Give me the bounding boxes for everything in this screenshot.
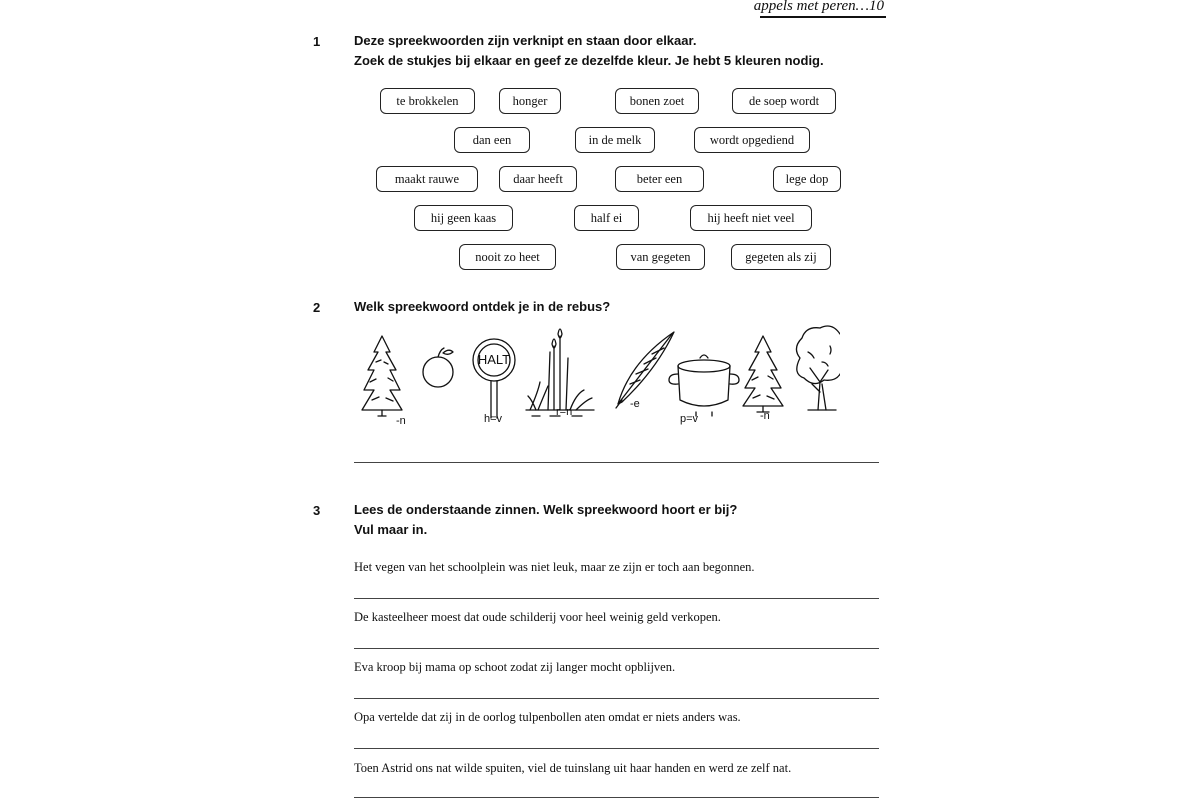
- question-2-instructions: Welk spreekwoord ontdek je in de rebus?: [354, 299, 611, 314]
- rebus: [360, 322, 840, 432]
- sentence: Toen Astrid ons nat wilde spuiten, viel de tuinslang uit haar handen en werd ze zelf nat.: [354, 761, 792, 775]
- rebus-hint: h=v: [484, 413, 503, 425]
- rebus-answer-line[interactable]: [354, 462, 879, 463]
- question-1-instructions: [354, 31, 824, 71]
- rebus-hint: r=n: [556, 406, 573, 418]
- proverb-chip[interactable]: te brokkelen: [380, 88, 475, 114]
- tree-icon: [796, 326, 840, 410]
- proverb-chip[interactable]: half ei: [574, 205, 639, 231]
- proverb-chip[interactable]: maakt rauwe: [376, 166, 478, 192]
- sentence: Het vegen van het schoolplein was niet leuk, maar ze zijn er toch aan begonnen.: [354, 560, 755, 574]
- proverb-chip[interactable]: daar heeft: [499, 166, 577, 192]
- question-3-line-2: Vul maar in.: [354, 522, 428, 537]
- answer-line[interactable]: [354, 648, 879, 649]
- proverb-chip[interactable]: honger: [499, 88, 561, 114]
- rebus-hint: p=v: [680, 413, 699, 425]
- question-1-number: 1: [313, 34, 321, 49]
- answer-line[interactable]: [354, 598, 879, 599]
- proverb-chip[interactable]: beter een: [615, 166, 704, 192]
- rebus-hint: -e: [630, 398, 640, 410]
- question-3-instructions: [354, 500, 737, 540]
- question-3-number: 3: [313, 503, 321, 518]
- question-2-number: 2: [313, 300, 321, 315]
- answer-line[interactable]: [354, 748, 879, 749]
- answer-line[interactable]: [354, 698, 879, 699]
- header-rule: [760, 16, 886, 18]
- sentence: Eva kroop bij mama op schoot zodat zij langer mocht opblijven.: [354, 660, 676, 674]
- sentence: De kasteelheer moest dat oude schilderij voor heel weinig geld verkopen.: [354, 610, 721, 624]
- proverb-chip[interactable]: van gegeten: [616, 244, 705, 270]
- question-3-line-1: Lees de onderstaande zinnen. Welk spreekwoord hoort er bij?: [354, 502, 738, 517]
- rebus-hint: -n: [760, 410, 770, 422]
- proverb-chip[interactable]: bonen zoet: [615, 88, 699, 114]
- reeds-icon: [526, 329, 594, 416]
- stop-sign-icon: [473, 339, 515, 418]
- proverb-chip[interactable]: lege dop: [773, 166, 841, 192]
- sentence: Opa vertelde dat zij in de oorlog tulpenbollen aten omdat er niets anders was.: [354, 710, 741, 724]
- proverb-chip[interactable]: hij geen kaas: [414, 205, 513, 231]
- stop-sign-label: HALT: [477, 352, 511, 367]
- pine-tree-icon: [362, 336, 402, 416]
- page-header-title: appels met peren…10: [753, 0, 884, 14]
- rebus-hint: -n: [396, 415, 406, 427]
- pine-tree-icon: [743, 336, 783, 412]
- answer-line[interactable]: [354, 797, 879, 798]
- pot-icon: [669, 355, 739, 416]
- question-1-line-2: Zoek de stukjes bij elkaar en geef ze dezelfde kleur. Je hebt 5 kleuren nodig.: [354, 53, 824, 68]
- proverb-chip[interactable]: gegeten als zij: [731, 244, 831, 270]
- proverb-chip[interactable]: de soep wordt: [732, 88, 836, 114]
- apple-icon: [423, 348, 453, 387]
- feather-icon: [616, 332, 674, 408]
- proverb-chip[interactable]: wordt opgediend: [694, 127, 810, 153]
- proverb-chip[interactable]: nooit zo heet: [459, 244, 556, 270]
- proverb-chip[interactable]: in de melk: [575, 127, 655, 153]
- proverb-chip[interactable]: hij heeft niet veel: [690, 205, 812, 231]
- question-1-line-1: Deze spreekwoorden zijn verknipt en staan door elkaar.: [354, 33, 697, 48]
- proverb-chip[interactable]: dan een: [454, 127, 530, 153]
